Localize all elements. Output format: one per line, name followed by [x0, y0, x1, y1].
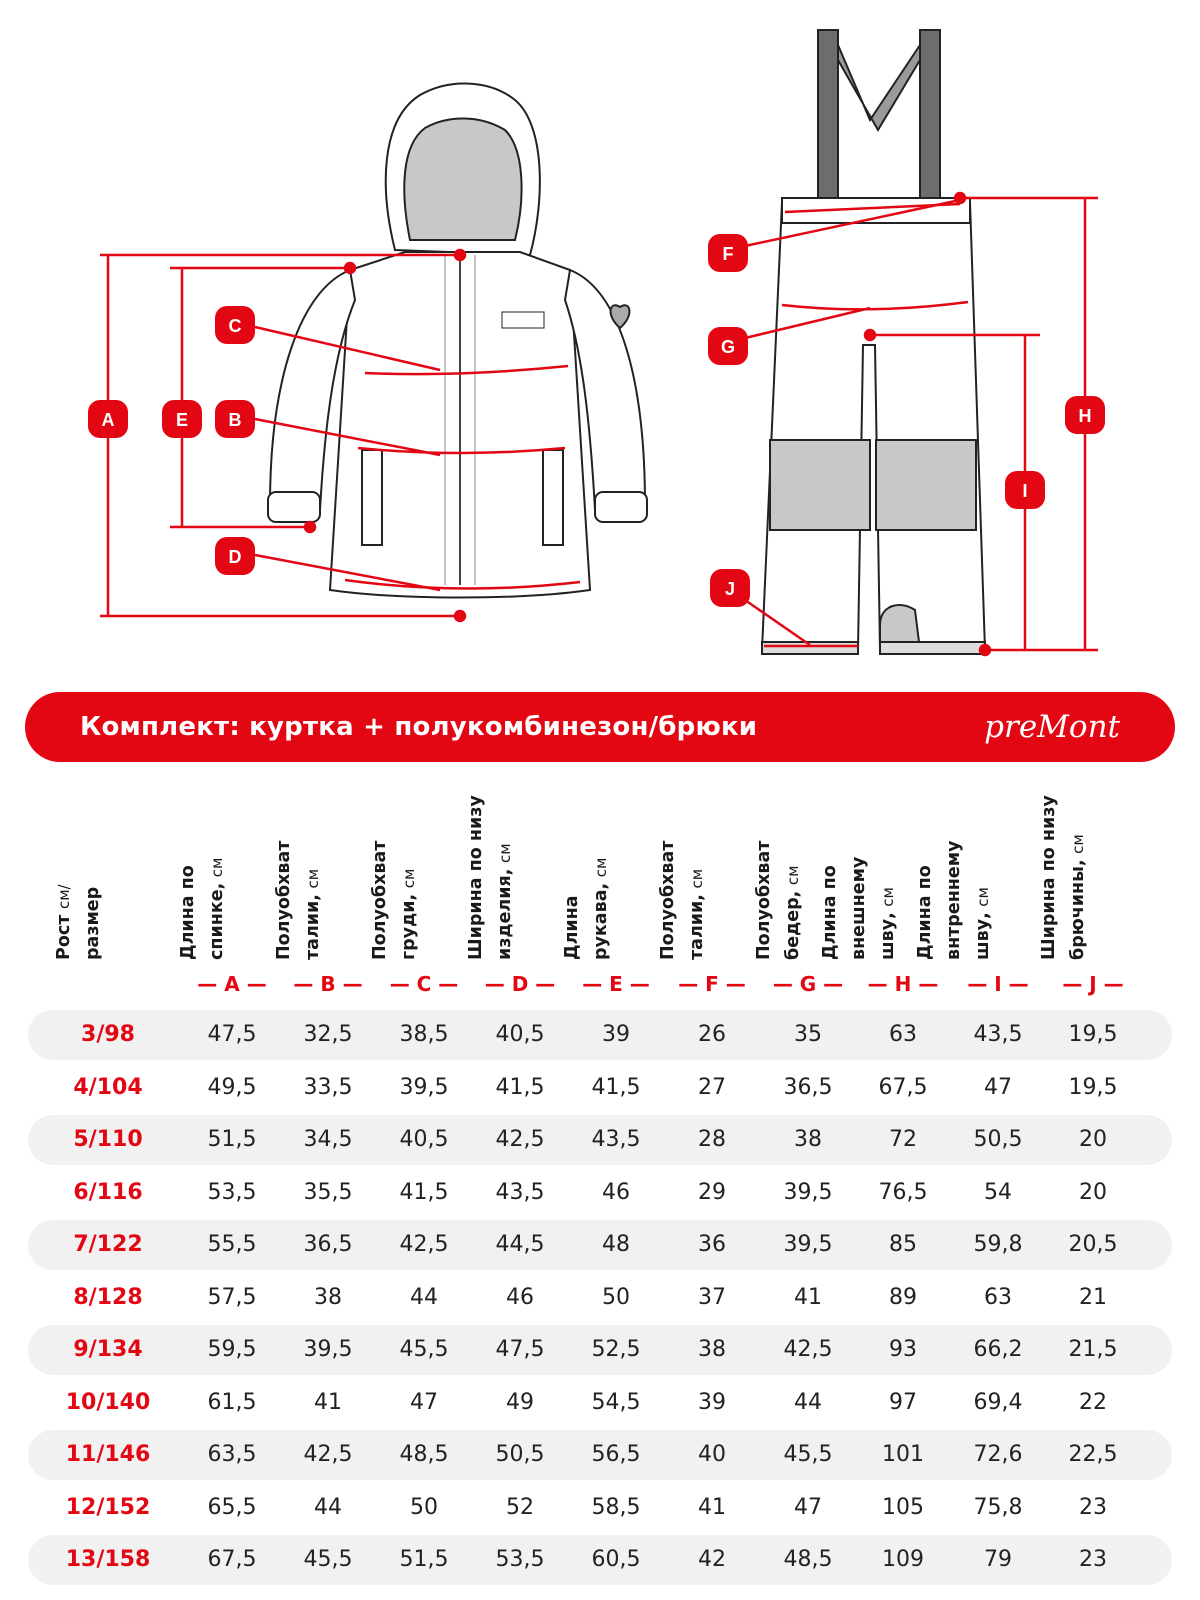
header-bold: рукава, [591, 882, 611, 960]
table-cell: 51,5 [207, 1127, 257, 1152]
table-cell: 40,5 [495, 1022, 545, 1047]
header-line [395, 770, 424, 960]
size-label: 9/134 [73, 1337, 143, 1362]
table-cell: 47 [410, 1389, 438, 1415]
svg-text:C: C [228, 316, 242, 336]
table-cell: 101 [882, 1442, 924, 1467]
table-cell: 97 [889, 1389, 917, 1415]
badge-a [88, 400, 128, 438]
header-line [558, 770, 587, 960]
header-bold: изделия, [495, 868, 515, 960]
table-row [28, 1168, 1172, 1218]
badge-f [708, 234, 748, 272]
header-line [940, 770, 969, 960]
header-bold: Рост [54, 914, 74, 960]
badge-c [215, 306, 255, 344]
header-line [845, 770, 874, 960]
column-letter-6: — F — [678, 972, 746, 996]
jacket-illustration [268, 84, 647, 598]
size-label: 11/146 [65, 1442, 151, 1467]
badge-j [710, 569, 750, 607]
header-bold: Ширина по низу [1039, 795, 1059, 960]
table-cell: 29 [698, 1179, 726, 1205]
table-row [28, 1430, 1172, 1480]
brand-logo: preMont [984, 709, 1120, 745]
badge-e [162, 400, 202, 438]
svg-text:B: B [228, 410, 242, 430]
column-header-text [366, 770, 424, 960]
table-cell: 39,5 [303, 1337, 353, 1362]
table-cell: 55,5 [207, 1232, 257, 1257]
table-cell: 22,5 [1068, 1442, 1118, 1467]
header-bold: шву, [878, 912, 898, 960]
svg-text:I: I [1022, 481, 1028, 501]
table-cell: 37 [698, 1284, 726, 1310]
size-label: 10/140 [65, 1389, 151, 1415]
header-bold: Полуобхват [274, 840, 294, 960]
header-bold: внтреннему [944, 840, 964, 960]
column-header-text [558, 770, 616, 960]
header-line [50, 770, 79, 960]
table-cell: 36 [698, 1232, 726, 1257]
table-cell: 49,5 [207, 1074, 257, 1100]
table-cell: 50,5 [973, 1127, 1023, 1152]
table-cell: 44 [314, 1494, 342, 1520]
table-cell: 51,5 [399, 1547, 449, 1572]
column-header-text [911, 770, 998, 960]
table-cell: 22 [1079, 1389, 1107, 1415]
svg-text:D: D [228, 547, 242, 567]
header-bold: размер [83, 886, 103, 960]
column-header-5 [562, 770, 661, 960]
badge-b [215, 400, 255, 438]
size-label: 13/158 [65, 1547, 151, 1572]
column-letter-1: — A — [197, 972, 267, 996]
header-unit: см [879, 887, 897, 907]
badge-h [1065, 396, 1105, 434]
header-bold: талии, [687, 894, 707, 960]
table-cell: 45,5 [783, 1442, 833, 1467]
table-cell: 28 [698, 1127, 726, 1152]
column-header-10 [1039, 770, 1138, 960]
header-line [816, 770, 845, 960]
column-letter-7: — G — [772, 972, 844, 996]
table-cell: 46 [506, 1284, 534, 1310]
header-line [491, 770, 520, 960]
title-banner [25, 692, 1175, 762]
table-cell: 40 [698, 1442, 726, 1467]
column-header-1 [178, 770, 277, 960]
table-cell: 47 [984, 1074, 1012, 1100]
table-cell: 66,2 [973, 1337, 1023, 1362]
header-line [299, 770, 328, 960]
table-cell: 79 [984, 1547, 1012, 1572]
table-cell: 50 [410, 1494, 438, 1520]
table-cell: 75,8 [973, 1494, 1023, 1520]
table-cell: 50,5 [495, 1442, 545, 1467]
size-label: 6/116 [73, 1179, 143, 1205]
column-header-4 [466, 770, 565, 960]
table-cell: 58,5 [591, 1494, 641, 1520]
table-cell: 39,5 [783, 1179, 833, 1205]
svg-text:A: A [101, 410, 115, 430]
table-cell: 19,5 [1068, 1022, 1118, 1047]
table-cell: 41,5 [591, 1074, 641, 1100]
table-cell: 36,5 [303, 1232, 353, 1257]
column-letter-2: — B — [293, 972, 363, 996]
table-cell: 45,5 [303, 1547, 353, 1572]
table-cell: 59,5 [207, 1337, 257, 1362]
header-line [587, 770, 616, 960]
column-header-text [174, 770, 232, 960]
column-header-text [654, 770, 712, 960]
table-cell: 43,5 [495, 1179, 545, 1205]
header-bold: Длина по [820, 865, 840, 960]
svg-text:G: G [720, 337, 736, 357]
table-row [28, 1535, 1172, 1585]
table-cell: 42,5 [783, 1337, 833, 1362]
header-bold: Полуобхват [658, 840, 678, 960]
table-cell: 19,5 [1068, 1074, 1118, 1100]
header-bold: Полуобхват [370, 840, 390, 960]
table-cell: 85 [889, 1232, 917, 1257]
table-cell: 20,5 [1068, 1232, 1118, 1257]
header-line [654, 770, 683, 960]
size-diagram [0, 0, 1200, 680]
table-cell: 53,5 [207, 1179, 257, 1205]
table-cell: 38 [698, 1337, 726, 1362]
trousers-illustration [762, 30, 985, 654]
table-cell: 39 [602, 1022, 630, 1047]
header-unit: см [400, 868, 418, 889]
header-line [270, 770, 299, 960]
table-cell: 54 [984, 1179, 1012, 1205]
column-header-2 [274, 770, 373, 960]
table-cell: 32,5 [303, 1022, 353, 1047]
table-cell: 39,5 [783, 1232, 833, 1257]
table-cell: 44,5 [495, 1232, 545, 1257]
table-row [28, 1010, 1172, 1060]
size-label: 5/110 [73, 1127, 143, 1152]
table-cell: 72,6 [973, 1442, 1023, 1467]
table-cell: 52,5 [591, 1337, 641, 1362]
table-cell: 63 [984, 1284, 1012, 1310]
header-bold: брючины, [1068, 859, 1088, 960]
column-header-3 [370, 770, 469, 960]
table-cell: 34,5 [303, 1127, 353, 1152]
table-cell: 42,5 [399, 1232, 449, 1257]
table-cell: 89 [889, 1284, 917, 1310]
table-cell: 42,5 [303, 1442, 353, 1467]
badge-d [215, 537, 255, 575]
header-unit: см [1069, 834, 1087, 854]
header-line [366, 770, 395, 960]
column-header-text [462, 770, 520, 960]
svg-text:J: J [724, 579, 736, 599]
table-cell: 46 [602, 1179, 630, 1205]
table-cell: 61,5 [207, 1389, 257, 1415]
table-cell: 65,5 [207, 1494, 257, 1520]
table-cell: 43,5 [591, 1127, 641, 1152]
column-header-text [750, 770, 808, 960]
table-cell: 59,8 [973, 1232, 1023, 1257]
table-cell: 57,5 [207, 1284, 257, 1310]
table-cell: 20 [1079, 1179, 1107, 1205]
table-cell: 72 [889, 1127, 917, 1152]
size-label: 4/104 [73, 1074, 143, 1100]
svg-text:E: E [175, 410, 189, 430]
header-bold: спинке, [207, 882, 227, 960]
header-bold: шву, [973, 912, 993, 960]
table-cell: 38,5 [399, 1022, 449, 1047]
column-letter-4: — D — [484, 972, 556, 996]
table-cell: 41 [698, 1494, 726, 1520]
table-cell: 48,5 [399, 1442, 449, 1467]
header-unit: см [784, 865, 802, 886]
header-unit: см [592, 857, 610, 878]
table-cell: 41,5 [495, 1074, 545, 1100]
table-cell: 27 [698, 1074, 726, 1100]
header-bold: внешнему [849, 856, 869, 960]
column-letter-9: — I — [967, 972, 1029, 996]
table-cell: 47,5 [207, 1022, 257, 1047]
table-cell: 41,5 [399, 1179, 449, 1205]
table-cell: 21,5 [1068, 1337, 1118, 1362]
table-cell: 20 [1079, 1127, 1107, 1152]
table-cell: 50 [602, 1284, 630, 1310]
table-row [28, 1063, 1172, 1113]
header-bold: Полуобхват [754, 840, 774, 960]
header-bold: талии, [303, 894, 323, 960]
table-cell: 45,5 [399, 1337, 449, 1362]
column-header-9 [915, 770, 1043, 960]
table-cell: 40,5 [399, 1127, 449, 1152]
table-row [28, 1325, 1172, 1375]
size-label: 12/152 [65, 1494, 151, 1520]
table-cell: 76,5 [878, 1179, 928, 1205]
table-cell: 48,5 [783, 1547, 833, 1572]
header-line [79, 770, 108, 960]
table-cell: 69,4 [973, 1389, 1023, 1415]
table-cell: 63,5 [207, 1442, 257, 1467]
column-letter-8: — H — [867, 972, 939, 996]
table-cell: 33,5 [303, 1074, 353, 1100]
column-header-text [50, 770, 108, 960]
table-cell: 23 [1079, 1494, 1107, 1520]
table-row [28, 1378, 1172, 1428]
column-letter-5: — E — [582, 972, 650, 996]
svg-text:H: H [1078, 406, 1092, 426]
table-cell: 60,5 [591, 1547, 641, 1572]
size-label: 7/122 [73, 1232, 143, 1257]
header-unit: см [496, 843, 514, 864]
table-cell: 21 [1079, 1284, 1107, 1310]
header-bold: бедер, [783, 890, 803, 960]
svg-text:F: F [722, 244, 734, 264]
table-cell: 38 [314, 1284, 342, 1310]
size-label: 3/98 [81, 1022, 135, 1047]
table-cell: 41 [314, 1389, 342, 1415]
column-header-text [270, 770, 328, 960]
table-cell: 52 [506, 1494, 534, 1520]
table-cell: 48 [602, 1232, 630, 1257]
header-unit: см [974, 887, 992, 907]
table-row [28, 1273, 1172, 1323]
table-cell: 49 [506, 1389, 534, 1415]
column-header-text [1035, 770, 1093, 960]
table-row [28, 1115, 1172, 1165]
table-cell: 109 [882, 1547, 924, 1572]
table-cell: 105 [882, 1494, 924, 1520]
table-cell: 53,5 [495, 1547, 545, 1572]
table-cell: 36,5 [783, 1074, 833, 1100]
header-line [874, 770, 903, 960]
badge-i [1005, 471, 1045, 509]
table-cell: 35 [794, 1022, 822, 1047]
table-cell: 39,5 [399, 1074, 449, 1100]
table-cell: 93 [889, 1337, 917, 1362]
banner-title: Комплект: куртка + полукомбинезон/брюки [80, 712, 758, 742]
table-cell: 41 [794, 1284, 822, 1310]
column-letter-10: — J — [1062, 972, 1124, 996]
header-line [911, 770, 940, 960]
size-label: 8/128 [73, 1284, 143, 1310]
table-cell: 23 [1079, 1547, 1107, 1572]
header-bold: груди, [399, 893, 419, 960]
table-cell: 54,5 [591, 1389, 641, 1415]
header-unit: см [208, 857, 226, 878]
table-cell: 26 [698, 1022, 726, 1047]
table-row [28, 1220, 1172, 1270]
table-cell: 42 [698, 1547, 726, 1572]
header-bold: Длина [562, 895, 582, 960]
table-cell: 44 [794, 1389, 822, 1415]
badge-g [708, 327, 748, 365]
table-cell: 38 [794, 1127, 822, 1152]
header-line [174, 770, 203, 960]
table-cell: 43,5 [973, 1022, 1023, 1047]
table-cell: 47 [794, 1494, 822, 1520]
header-line [683, 770, 712, 960]
table-cell: 44 [410, 1284, 438, 1310]
column-header-size [54, 770, 153, 960]
header-line [1035, 770, 1064, 960]
table-cell: 63 [889, 1022, 917, 1047]
table-cell: 56,5 [591, 1442, 641, 1467]
header-unit: см [688, 868, 706, 889]
table-cell: 67,5 [878, 1074, 928, 1100]
header-bold: Ширина по низу [466, 795, 486, 960]
table-cell: 39 [698, 1389, 726, 1415]
header-line [462, 770, 491, 960]
header-line [203, 770, 232, 960]
column-header-6 [658, 770, 757, 960]
column-header-text [816, 770, 903, 960]
column-letter-3: — C — [389, 972, 459, 996]
table-cell: 67,5 [207, 1547, 257, 1572]
header-unit: см [304, 868, 322, 889]
header-line [969, 770, 998, 960]
table-cell: 42,5 [495, 1127, 545, 1152]
header-line [1064, 770, 1093, 960]
table-cell: 47,5 [495, 1337, 545, 1362]
header-bold: Длина по [178, 865, 198, 960]
header-line [779, 770, 808, 960]
header-line [750, 770, 779, 960]
table-cell: 35,5 [303, 1179, 353, 1205]
header-bold: Длина по [915, 865, 935, 960]
table-row [28, 1483, 1172, 1533]
header-unit: см/ [55, 884, 73, 910]
